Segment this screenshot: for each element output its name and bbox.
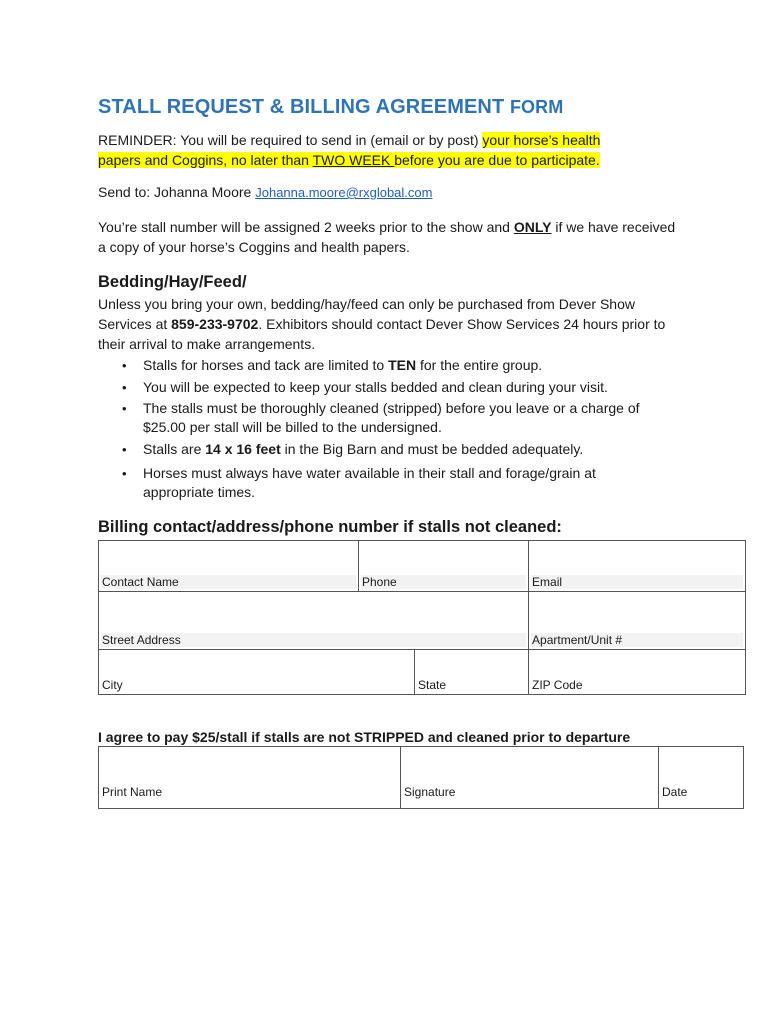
signature-field[interactable]: [401, 746, 659, 808]
list-item-text: in the Big Barn and must be bedded adequately.: [280, 440, 584, 457]
phone-label: Phone: [361, 575, 526, 589]
phone-field[interactable]: [359, 540, 529, 591]
street-address-label: Street Address: [101, 633, 526, 647]
state-field[interactable]: [415, 649, 529, 694]
list-item: [122, 440, 663, 459]
date-label: Date: [662, 784, 688, 799]
rules-list: [98, 356, 748, 502]
reminder-text: REMINDER: You will be required to send in (email or by post): [98, 132, 483, 148]
send-to-line: [98, 182, 748, 203]
bedding-intro: [98, 294, 678, 354]
bullet-icon: •: [122, 379, 127, 395]
list-item: [122, 399, 663, 437]
list-item-text: for the entire group.: [416, 357, 543, 373]
bedding-intro-text: Unless you bring your own, bedding/hay/feed can only be purchased from Dever Show Services at: [98, 296, 635, 332]
send-to-email-link[interactable]: Johanna.moore@rxglobal.com: [255, 185, 433, 200]
title-main: STALL REQUEST & BILLING AGREEMENT: [98, 96, 510, 118]
city-field[interactable]: [99, 649, 415, 694]
reminder-two-week: TWO WEEK: [312, 152, 395, 168]
stall-number-text-end: if we have received a copy of your horse’s Coggins and health papers.: [98, 219, 676, 255]
page-title: [98, 96, 748, 119]
city-label: City: [102, 677, 123, 692]
bullet-icon: •: [122, 401, 127, 416]
email-label: Email: [531, 575, 743, 589]
list-item-text: Horses must always have water available in their stall and forage/grain at appropriate times.: [143, 464, 596, 500]
print-name-label: Print Name: [102, 784, 163, 799]
reminder-highlight-text: your horse’s health papers and Coggins, no later than: [98, 132, 601, 168]
list-item-text: The stalls must be thoroughly cleaned (stripped) before you leave or a charge of $25.00 per stall will be billed to the undersigned.: [143, 400, 640, 435]
list-item-text: You will be expected to keep your stalls bedded and clean during your visit.: [143, 378, 608, 395]
apartment-label: Apartment/Unit #: [531, 633, 743, 647]
bullet-icon: •: [122, 358, 127, 373]
signature-table: [98, 746, 744, 809]
list-item: [122, 464, 663, 502]
email-field[interactable]: [529, 540, 746, 591]
send-to-label: Send to: Johanna Moore: [98, 184, 256, 200]
title-form-word: FORM: [509, 97, 564, 117]
billing-contact-table: [98, 540, 746, 695]
apartment-field[interactable]: [529, 591, 746, 649]
list-item-text: Stalls for horses and tack are limited to: [143, 357, 389, 373]
stall-number-only: ONLY: [513, 219, 552, 235]
agreement-heading: I agree to pay $25/stall if stalls are not STRIPPED and cleaned prior to departure: [98, 728, 631, 745]
bedding-heading: Bedding/Hay/Feed/: [98, 273, 247, 291]
date-field[interactable]: [659, 746, 744, 808]
list-item-text: Stalls are: [143, 440, 206, 457]
list-item: [122, 356, 663, 375]
state-label: State: [418, 677, 447, 692]
bullet-icon: •: [122, 465, 127, 481]
bullet-icon: •: [122, 441, 127, 457]
list-item: [122, 378, 663, 397]
contact-name-field[interactable]: [99, 540, 359, 591]
print-name-field[interactable]: [99, 746, 401, 808]
reminder-highlight-text-end: before you are due to participate.: [394, 152, 600, 168]
zip-field[interactable]: [529, 649, 746, 694]
form-page: [98, 96, 748, 809]
reminder-paragraph: [98, 130, 638, 170]
signature-label: Signature: [404, 784, 456, 799]
street-address-field[interactable]: [99, 591, 529, 649]
dever-phone-number: 859-233-9702: [171, 316, 259, 332]
list-item-bold: 14 x 16 feet: [205, 440, 281, 457]
list-item-bold: TEN: [388, 357, 417, 373]
billing-heading: Billing contact/address/phone number if stalls not cleaned:: [98, 517, 562, 536]
bedding-intro-text-end: . Exhibitors should contact Dever Show Services 24 hours prior to their arrival to make arrangements.: [98, 316, 666, 352]
stall-number-text: You’re stall number will be assigned 2 weeks prior to the show and: [98, 219, 514, 235]
stall-number-paragraph: [98, 217, 678, 257]
contact-name-label: Contact Name: [101, 575, 356, 589]
zip-label: ZIP Code: [532, 677, 583, 692]
